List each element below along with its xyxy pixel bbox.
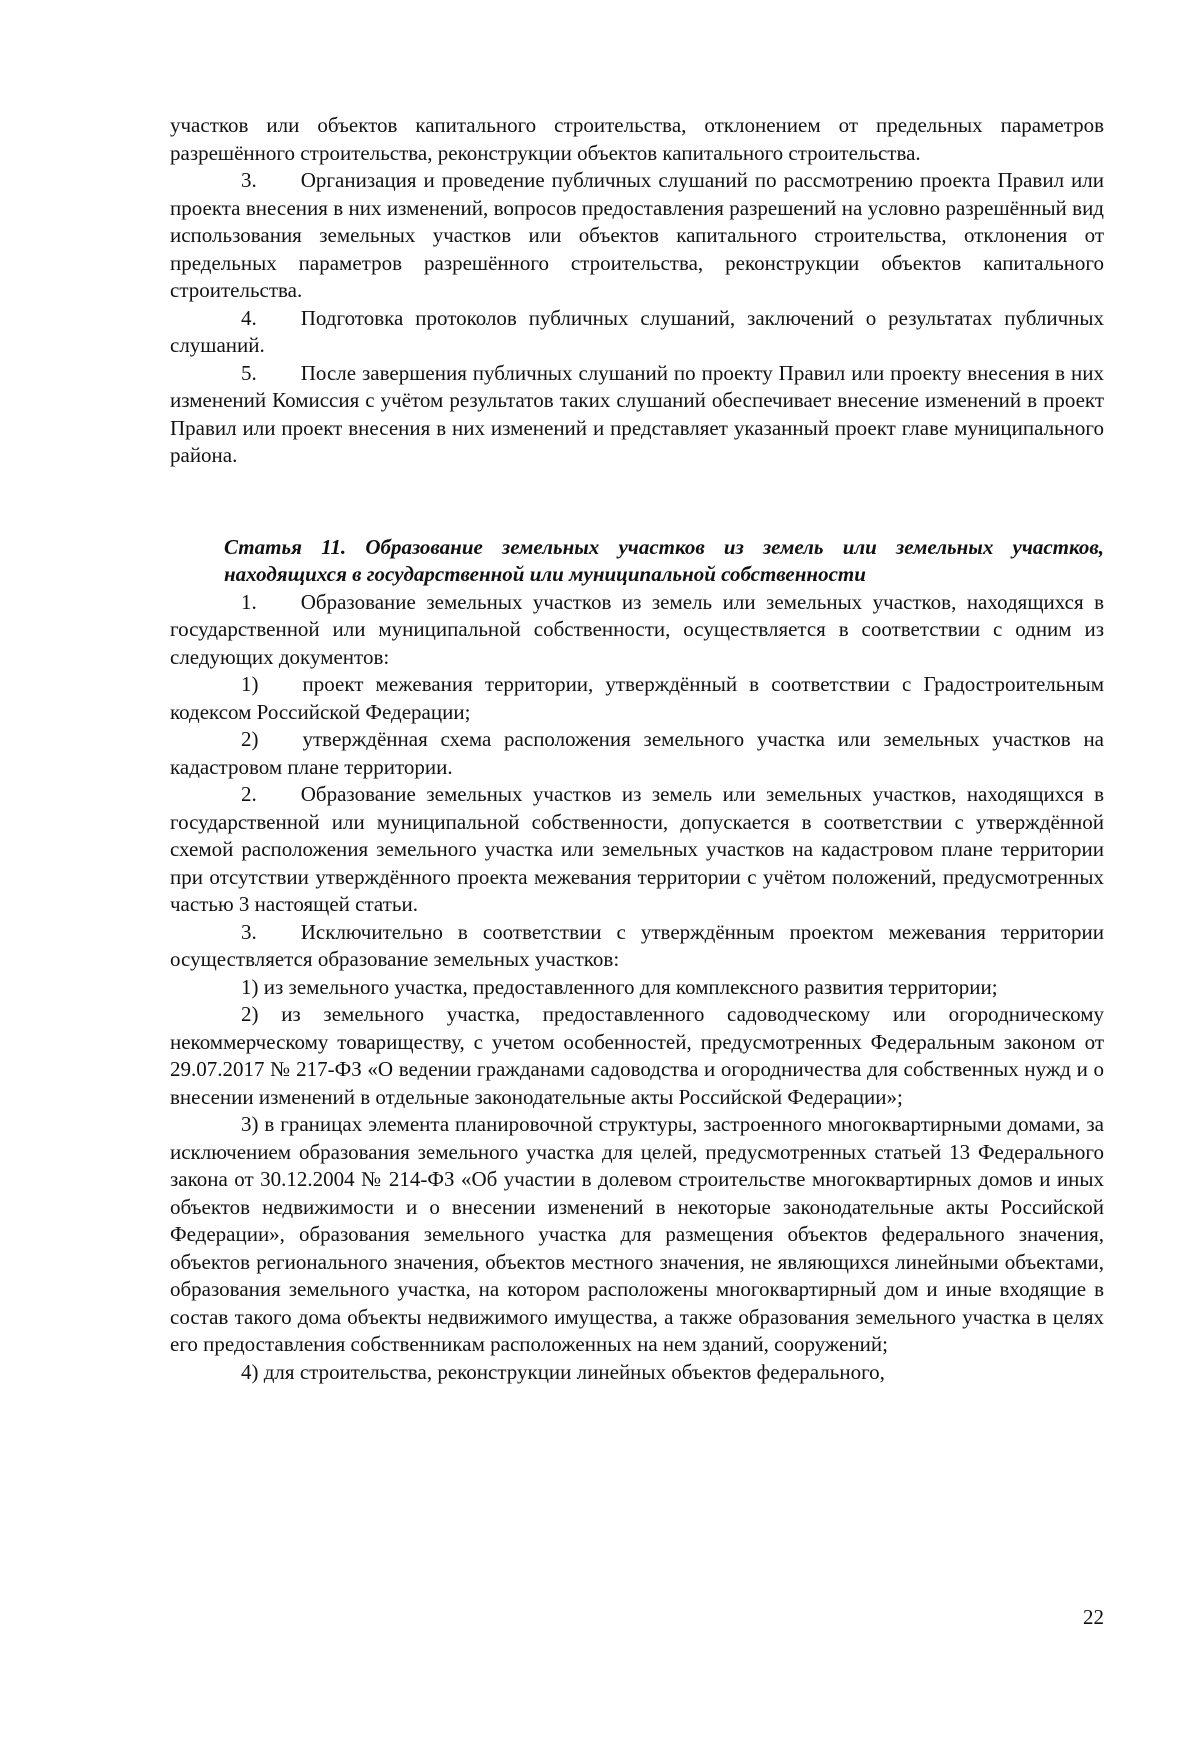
numbered-paragraph	[170, 589, 1104, 672]
numbered-paragraph	[170, 305, 1104, 360]
list-item: 3) в границах элемента планировочной структуры, застроенного многоквартирными домами, за исключением образования земельного участка для целей, предусмотренных статьей 13 Федерального закона от 30.12.2004 № 214-ФЗ «Об участии в долевом строительстве многоквартирных домов и иных объектов недвижимости и о внесении изменений в некоторые законодательные акты Российской Федерации», образования земельного участка для размещения объектов федерального значения, объектов регионального значения, объектов местного значения, не являющихся линейными объектами, образования земельного участка, на котором расположены многоквартирный дом и иные входящие в состав такого дома объекты недвижимого имущества, а также образования земельного участка в целях его предоставления собственникам расположенных на нем зданий, сооружений;	[170, 1112, 1104, 1356]
list-item-text: проект межевания территории, утверждённый в соответствии с Градостроительным кодексом Российской Федерации;	[170, 672, 1104, 724]
list-item	[170, 671, 1104, 726]
paragraph-number: 3.	[241, 919, 257, 944]
paragraph-text: Образование земельных участков из земель или земельных участков, находящихся в государственной или муниципальной собственности, осуществляется в соответствии с одним из следующих документов:	[170, 589, 1104, 669]
list-item	[170, 726, 1104, 781]
paragraph-text: Организация и проведение публичных слушаний по рассмотрению проекта Правил или проекта внесения в них изменений, вопросов предоставления разрешений на условно разрешённый вид использования земельных участков или объектов капитального строительства, отклонения от предельных параметров разрешённого строительства, реконструкции объектов капитального строительства.	[170, 168, 1104, 302]
list-item-text: утверждённая схема расположения земельного участка или земельных участков на кадастровом плане территории.	[170, 727, 1104, 779]
paragraph-text: Образование земельных участков из земель или земельных участков, находящихся в государственной или муниципальной собственности, допускается в соответствии с утверждённой схемой расположения земельного участка или земельных участков на кадастровом плане территории при отсутствии утверждённого проекта межевания территории с учётом положений, предусмотренных частью 3 настоящей статьи.	[170, 782, 1104, 916]
numbered-paragraph	[170, 919, 1104, 974]
paragraph-number: 4.	[241, 305, 257, 330]
numbered-paragraph	[170, 781, 1104, 919]
paragraph: участков или объектов капитального строительства, отклонением от предельных параметров разрешённого строительства, реконструкции объектов капитального строительства.	[170, 113, 1104, 165]
numbered-paragraph	[170, 167, 1104, 305]
paragraph-number: 2.	[241, 782, 257, 806]
list-item: 2) из земельного участка, предоставленного садоводческому или огородническому некоммерческому товариществу, с учетом особенностей, предусмотренных Федеральным законом от 29.07.2017 № 217-ФЗ «О ведении гражданами садоводства и огородничества для собственных нужд и о внесении изменений в отдельные законодательные акты Российской Федерации»;	[170, 1002, 1104, 1109]
paragraph-number: 5.	[241, 360, 257, 385]
paragraph-text: После завершения публичных слушаний по проекту Правил или проекту внесения в них изменений Комиссия с учётом результатов таких слушаний обеспечивает внесение изменений в проект Правил или проект внесения в них изменений и представляет указанный проект главе муниципального района.	[170, 360, 1104, 467]
list-item-number: 1)	[241, 672, 259, 696]
page-body	[170, 112, 1104, 1386]
list-item: 4) для строительства, реконструкции линейных объектов федерального,	[241, 1359, 885, 1384]
paragraph-text: Подготовка протоколов публичных слушаний, заключений о результатах публичных слушаний.	[170, 305, 1104, 357]
paragraph-number: 1.	[241, 589, 257, 614]
paragraph-number: 3.	[241, 168, 257, 192]
page-number: 22	[1083, 1605, 1104, 1629]
article-heading: Статья 11. Образование земельных участков из земель или земельных участков, находящихся в государственной или муниципальной собственности	[224, 534, 1104, 586]
list-item-number: 2)	[241, 727, 259, 751]
list-item: 1) из земельного участка, предоставленного для комплексного развития территории;	[241, 974, 998, 999]
paragraph-text: Исключительно в соответствии с утверждённым проектом межевания территории осуществляется образование земельных участков:	[170, 919, 1104, 971]
numbered-paragraph	[170, 360, 1104, 470]
